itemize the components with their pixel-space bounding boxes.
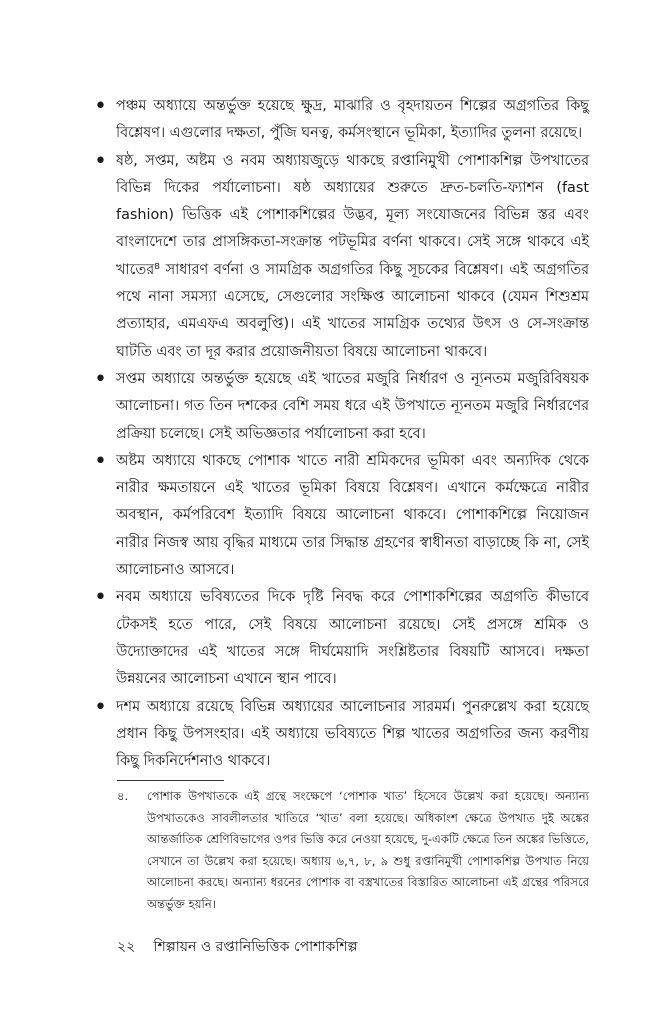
footnote-divider xyxy=(117,780,224,781)
list-item-text: দশম অধ্যায়ে রয়েছে বিভিন্ন অধ্যায়ের আলোচনার সারমর্ম। পুনরুল্লেখ করা হয়েছে প্রধান কিছু উপসংহার। এই অধ্যায়ে ভবিষ্যতে শিল্প খাতের অগ্রগতির জন্য করণীয় কিছু দিকনির্দেশনাও থাকবে। xyxy=(116,698,589,770)
bullet-marker: • xyxy=(94,366,107,392)
bullet-marker: • xyxy=(94,694,107,720)
page-number: ২২ xyxy=(117,939,136,955)
running-title: শিল্পায়ন ও রপ্তানিভিত্তিক পোশাকশিল্প xyxy=(153,939,358,955)
list-item xyxy=(92,93,589,148)
list-item xyxy=(92,448,589,584)
list-item xyxy=(92,366,589,448)
list-item xyxy=(92,584,589,693)
list-item-text: অষ্টম অধ্যায়ে থাকছে পোশাক খাতে নারী শ্রমিকদের ভূমিকা এবং অন্যদিক থেকে নারীর ক্ষমতায়নে এই খাতের ভূমিকা বিষয়ে বিশ্লেষণ। এখানে কর্মক্ষেত্রে নারীর অবস্থান, কর্মপরিবেশ ইত্যাদি বিষয়ে আলোচনা থাকবে। পোশাকশিল্পে নিয়োজন নারীর নিজস্ব আয় বৃদ্ধির মাধ্যমে তার সিদ্ধান্ত গ্রহণের স্বাধীনতা বাড়াচ্ছে কি না, সেই আলোচনাও আসবে। xyxy=(116,452,589,579)
list-item-text: ষষ্ঠ, সপ্তম, অষ্টম ও নবম অধ্যায়জুড়ে থাকছে রপ্তানিমুখী পোশাকশিল্প উপখাতের বিভিন্ন দিকের পর্যালোচনা। ষষ্ঠ অধ্যায়ের শুরুতে দ্রুত-চলতি-ফ্যাশন (fast fashion) ভিত্তিক এই পোশাকশিল্পের উদ্ভব, মূল্য সংযোজনের বিভিন্ন স্তর এবং বাংলাদেশে তার প্রাসঙ্গিকতা-সংক্রান্ত পটভূমির বর্ণনা থাকবে। সেই সঙ্গে থাকবে এই খাতের⁸ সাধারণ বর্ণনা ও সামগ্রিক অগ্রগতির কিছু সূচকের বিশ্লেষণ। এই অগ্রগতির পথে নানা সমস্যা এসেছে, সেগুলোর সংক্ষিপ্ত আলোচনা থাকবে (যেমন শিশুশ্রম প্রত্যাহার, এমএফএ অবলুপ্তি)। এই খাতের সামগ্রিক তথ্যের উৎস ও সে-সংক্রান্ত ঘাটতি এবং তা দূর করার প্রয়োজনীয়তা বিষয়ে আলোচনা থাকবে। xyxy=(116,152,589,360)
chapter-summary-list xyxy=(92,93,589,775)
list-item-text: পঞ্চম অধ্যায়ে অন্তর্ভুক্ত হয়েছে ক্ষুদ্র, মাঝারি ও বৃহদায়তন শিল্পের অগ্রগতির কিছু বিশ্লেষণ। এগুলোর দক্ষতা, পুঁজি ঘনত্ব, কর্মসংস্থানে ভূমিকা, ইত্যাদির তুলনা রয়েছে। xyxy=(116,98,589,142)
bullet-marker: • xyxy=(94,448,107,474)
footnote-text: পোশাক উপখাতকে এই গ্রন্থে সংক্ষেপে ‘পোশাক খাত’ হিসেবে উল্লেখ করা হয়েছে। অন্যান্য উপখাতকেও সাবলীলতার খাতিরে ‘খাত’ বলা হয়েছে। অধিকাংশ ক্ষেত্রে উপখাত দুই অঙ্কের আন্তর্জাতিক শ্রেণিবিভাগের ওপর ভিত্তি করে নেওয়া হয়েছে, দু-একটি ক্ষেত্রে তিন অঙ্কের ভিত্তিতে, সেখানে তা উল্লেখ করা হয়েছে। অধ্যায় ৬,৭, ৮, ৯ শুধু রপ্তানিমুখী পোশাকশিল্প উপখাত নিয়ে আলোচনা করছে। অন্যান্য ধরনের পোশাক বা বস্ত্রখাতের বিস্তারিত আলোচনা এই গ্রন্থের পরিসরে অন্তর্ভুক্ত হয়নি। xyxy=(147,789,589,911)
list-item xyxy=(92,694,589,776)
bullet-marker: • xyxy=(94,94,107,119)
page-footer xyxy=(117,936,358,958)
footnote xyxy=(117,786,589,916)
list-item xyxy=(92,148,589,366)
bullet-marker: • xyxy=(94,148,107,174)
footnote-number: ৪. xyxy=(117,789,129,803)
list-item-text: নবম অধ্যায়ে ভবিষ্যতের দিকে দৃষ্টি নিবদ্ধ করে পোশাকশিল্পের অগ্রগতি কীভাবে টেকসই হতে পারে, সেই বিষয়ে আলোচনা রয়েছে। সেই প্রসঙ্গে শ্রমিক ও উদ্যোক্তাদের এই খাতের সঙ্গে দীর্ঘমেয়াদি সংশ্লিষ্টতার বিষয়টি আসবে। দক্ষতা উন্নয়নের আলোচনা এখানে স্থান পাবে। xyxy=(116,589,589,688)
bullet-marker: • xyxy=(94,585,107,611)
list-item-text: সপ্তম অধ্যায়ে অন্তর্ভুক্ত হয়েছে এই খাতের মজুরি নির্ধারণ ও ন্যূনতম মজুরিবিষয়ক আলোচনা। গত তিন দশকের বেশি সময় ধরে এই উপখাতে ন্যূনতম মজুরি নির্ধারণের প্রক্রিয়া চলেছে। সেই অভিজ্ঞতার পর্যালোচনা করা হবে। xyxy=(116,370,589,442)
